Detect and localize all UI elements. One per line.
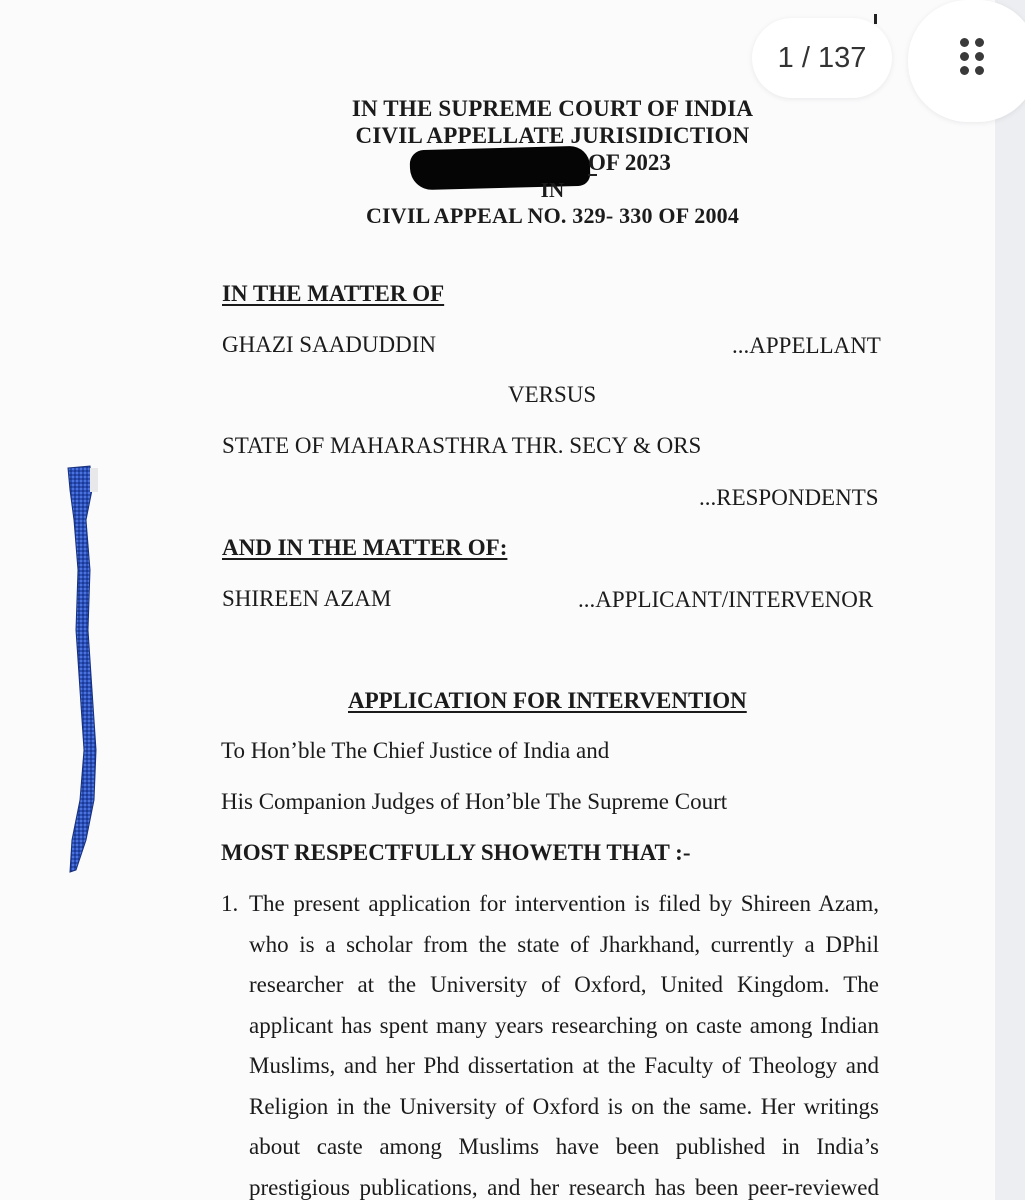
applicant-role: ...APPLICANT/INTERVENOR (578, 587, 874, 612)
second-matter-heading: AND IN THE MATTER OF: (222, 535, 508, 560)
paragraph-line: about caste among Muslims have been published in India’s (249, 1134, 879, 1159)
paragraph-line: Religion in the University of Oxford is on the same. Her writings (249, 1093, 879, 1119)
paragraph-line: Muslims, and her Phd dissertation at the Faculty of Theology and (249, 1053, 879, 1078)
application-number-year: OF 2023 (588, 150, 671, 175)
menu-button[interactable] (908, 0, 1025, 122)
paragraph-1 (249, 884, 879, 1200)
matter-heading: IN THE MATTER OF (222, 281, 445, 306)
paragraph-line: prestigious publications, and her research has been peer-reviewed (249, 1174, 879, 1200)
jurisdiction-heading: CIVIL APPELLATE JURISIDICTION (355, 123, 750, 148)
versus-label: VERSUS (508, 382, 597, 407)
in-connector: IN (540, 178, 565, 202)
binding-ribbon (60, 460, 110, 880)
paragraph-line: applicant has spent many years researching on caste among Indian (249, 1012, 879, 1038)
page-counter: 1 / 137 (752, 18, 892, 98)
application-title: APPLICATION FOR INTERVENTION (348, 688, 747, 713)
appellant-name: GHAZI SAADUDDIN (222, 332, 437, 357)
appellant-role: ...APPELLANT (732, 333, 881, 358)
paragraph-number: 1. (221, 891, 239, 916)
grip-dots-icon (960, 38, 990, 78)
applicant-name: SHIREEN AZAM (222, 586, 392, 611)
paragraph-line: who is a scholar from the state of Jharkhand, currently a DPhil (249, 931, 879, 957)
showeth-heading: MOST RESPECTFULLY SHOWETH THAT :- (221, 840, 691, 865)
respondent-role: ...RESPONDENTS (699, 485, 879, 510)
address-line-1: To Hon’ble The Chief Justice of India and (221, 738, 610, 763)
paragraph-line: The present application for intervention is filed by Shireen Azam, (249, 891, 879, 916)
respondent-name: STATE OF MAHARASTHRA THR. SECY & ORS (222, 433, 702, 458)
address-line-2: His Companion Judges of Hon’ble The Supreme Court (221, 789, 728, 814)
appeal-number-heading: CIVIL APPEAL NO. 329- 330 OF 2004 (365, 203, 740, 228)
page-mark (874, 14, 877, 24)
paragraph-line: researcher at the University of Oxford, United Kingdom. The (249, 972, 879, 997)
viewer-margin (995, 0, 1025, 1200)
court-heading: IN THE SUPREME COURT OF INDIA (351, 96, 754, 121)
